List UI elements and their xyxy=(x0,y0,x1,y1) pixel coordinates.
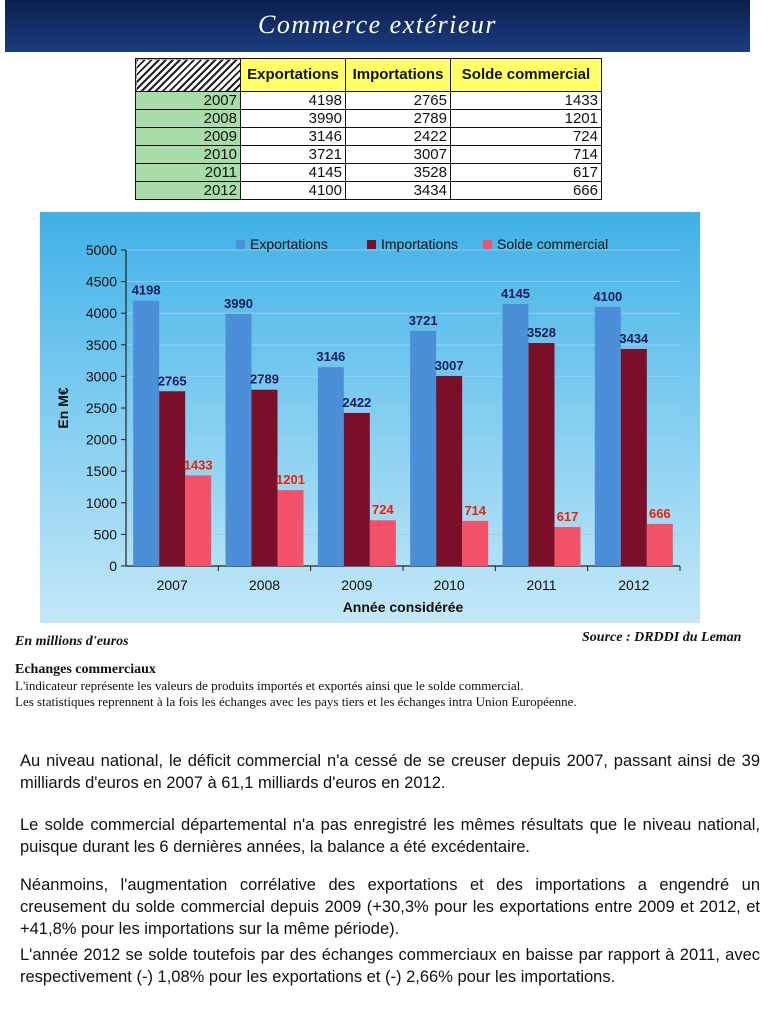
legend-label: Importations xyxy=(381,236,459,252)
imports-cell: 2789 xyxy=(346,110,451,128)
bar-solde-commercial xyxy=(555,527,581,566)
trade-table xyxy=(135,58,602,200)
exports-cell: 4100 xyxy=(241,182,346,200)
section-subtitle: Echanges commerciaux xyxy=(15,662,156,677)
bar-exportations xyxy=(318,367,344,566)
bar-exportations xyxy=(226,314,252,566)
y-tick-label: 2000 xyxy=(85,431,117,448)
imports-cell: 2765 xyxy=(346,92,451,110)
data-label: 1433 xyxy=(183,457,213,473)
balance-cell: 714 xyxy=(451,146,602,164)
bar-solde-commercial xyxy=(278,490,304,566)
year-cell: 2011 xyxy=(136,164,241,182)
column-header: Exportations xyxy=(241,59,346,92)
trade-bar-chart xyxy=(40,212,700,623)
data-label: 4198 xyxy=(131,282,161,298)
bar-importations xyxy=(621,349,647,566)
unit-note: En millions d'euros xyxy=(15,634,129,649)
y-tick-label: 1000 xyxy=(85,494,117,511)
data-label: 4145 xyxy=(501,286,530,302)
bar-exportations xyxy=(503,304,529,566)
table-row xyxy=(136,92,602,110)
y-tick-label: 3000 xyxy=(85,368,117,385)
indicator-description: L'indicateur représente les valeurs de produits importés et exportés ainsi que le solde commercial. xyxy=(15,678,524,693)
y-tick-label: 500 xyxy=(93,526,117,543)
y-axis-title: En M€ xyxy=(55,387,71,429)
table-header-row xyxy=(136,59,602,92)
table-row xyxy=(136,164,602,182)
statistics-description: Les statistiques reprennent à la fois les échanges avec les pays tiers et les échanges intra Union Européenne. xyxy=(15,694,577,709)
y-tick-label: 1500 xyxy=(85,463,117,480)
bar-solde-commercial xyxy=(370,520,396,566)
column-header: Importations xyxy=(346,59,451,92)
x-tick-label: 2008 xyxy=(248,577,281,593)
data-label: 2765 xyxy=(157,373,187,389)
imports-cell: 3007 xyxy=(346,146,451,164)
bar-importations xyxy=(159,391,185,566)
paragraph: Néanmoins, l'augmentation corrélative des exportations et des importations a engendré un creusement du solde commercial depuis 2009 (+30,3% pour les exportations entre 2009 et 2012, et +41,8% pour les importations sur la même période). xyxy=(20,876,760,938)
y-tick-label: 0 xyxy=(109,558,117,574)
paragraph: Au niveau national, le déficit commercial n'a cessé de se creuser depuis 2007, passant ainsi de 39 milliards d'euros en 2007 à 61,1 milliards d'euros en 2012. xyxy=(20,752,760,792)
legend-swatch xyxy=(236,240,245,249)
source-note: Source : DRDDI du Leman xyxy=(582,630,742,645)
y-tick-label: 4000 xyxy=(85,305,117,322)
paragraph: Le solde commercial départemental n'a pas enregistré les mêmes résultats que le niveau national, puisque durant les 6 dernières années, la balance a été excédentaire. xyxy=(20,816,760,856)
bar-importations xyxy=(436,376,462,566)
data-label: 3528 xyxy=(527,325,556,341)
data-label: 3990 xyxy=(224,295,253,311)
column-header: Solde commercial xyxy=(451,59,602,92)
year-cell: 2012 xyxy=(136,182,241,200)
y-tick-label: 3500 xyxy=(85,336,117,353)
balance-cell: 1433 xyxy=(451,92,602,110)
data-label: 666 xyxy=(648,505,671,521)
x-tick-label: 2010 xyxy=(433,577,465,593)
data-label: 2789 xyxy=(250,371,279,387)
table-row xyxy=(136,128,602,146)
exports-cell: 3146 xyxy=(241,128,346,146)
balance-cell: 724 xyxy=(451,128,602,146)
legend-swatch xyxy=(483,240,492,249)
legend-label: Solde commercial xyxy=(497,236,609,252)
table-row xyxy=(136,182,602,200)
balance-cell: 666 xyxy=(451,182,602,200)
header-banner xyxy=(5,0,750,52)
exports-cell: 4145 xyxy=(241,164,346,182)
table-corner-cell xyxy=(136,59,241,92)
bar-solde-commercial xyxy=(647,524,673,566)
data-label: 3146 xyxy=(316,349,346,365)
year-cell: 2009 xyxy=(136,128,241,146)
exports-cell: 4198 xyxy=(241,92,346,110)
y-tick-label: 4500 xyxy=(85,273,117,290)
balance-cell: 1201 xyxy=(451,110,602,128)
balance-cell: 617 xyxy=(451,164,602,182)
imports-cell: 3434 xyxy=(346,182,451,200)
bar-exportations xyxy=(133,301,159,566)
x-tick-label: 2009 xyxy=(341,577,373,593)
bar-solde-commercial xyxy=(462,521,488,566)
imports-cell: 2422 xyxy=(346,128,451,146)
bar-importations xyxy=(529,343,555,566)
page-title: Commerce extérieur xyxy=(257,10,497,39)
year-cell: 2007 xyxy=(136,92,241,110)
bar-importations xyxy=(252,390,278,566)
x-tick-label: 2011 xyxy=(526,577,557,593)
data-label: 1201 xyxy=(276,472,305,488)
table-row xyxy=(136,146,602,164)
data-label: 617 xyxy=(556,509,579,525)
legend-label: Exportations xyxy=(250,236,328,252)
table-row xyxy=(136,110,602,128)
x-tick-label: 2012 xyxy=(618,577,650,593)
x-axis-title: Année considérée xyxy=(342,599,464,615)
x-tick-label: 2007 xyxy=(156,577,188,593)
exports-cell: 3721 xyxy=(241,146,346,164)
bar-importations xyxy=(344,413,370,566)
bar-exportations xyxy=(410,331,436,566)
chart-panel xyxy=(40,212,700,623)
data-label: 3007 xyxy=(434,357,464,373)
imports-cell: 3528 xyxy=(346,164,451,182)
data-label: 724 xyxy=(371,502,394,518)
bar-solde-commercial xyxy=(185,475,211,566)
legend-swatch xyxy=(367,240,376,249)
paragraph: L'année 2012 se solde toutefois par des échanges commerciaux en baisse par rapport à 2011, avec respectivement (-) 1,08% pour les exportations et (-) 2,66% pour les importations. xyxy=(20,946,760,986)
bar-exportations xyxy=(595,307,621,566)
y-tick-label: 2500 xyxy=(85,400,117,416)
data-label: 4100 xyxy=(593,288,623,304)
data-label: 3721 xyxy=(408,312,438,328)
data-label: 714 xyxy=(464,502,487,518)
year-cell: 2010 xyxy=(136,146,241,164)
year-cell: 2008 xyxy=(136,110,241,128)
data-label: 2422 xyxy=(342,394,372,410)
y-tick-label: 5000 xyxy=(85,242,117,258)
exports-cell: 3990 xyxy=(241,110,346,128)
data-label: 3434 xyxy=(619,330,649,346)
